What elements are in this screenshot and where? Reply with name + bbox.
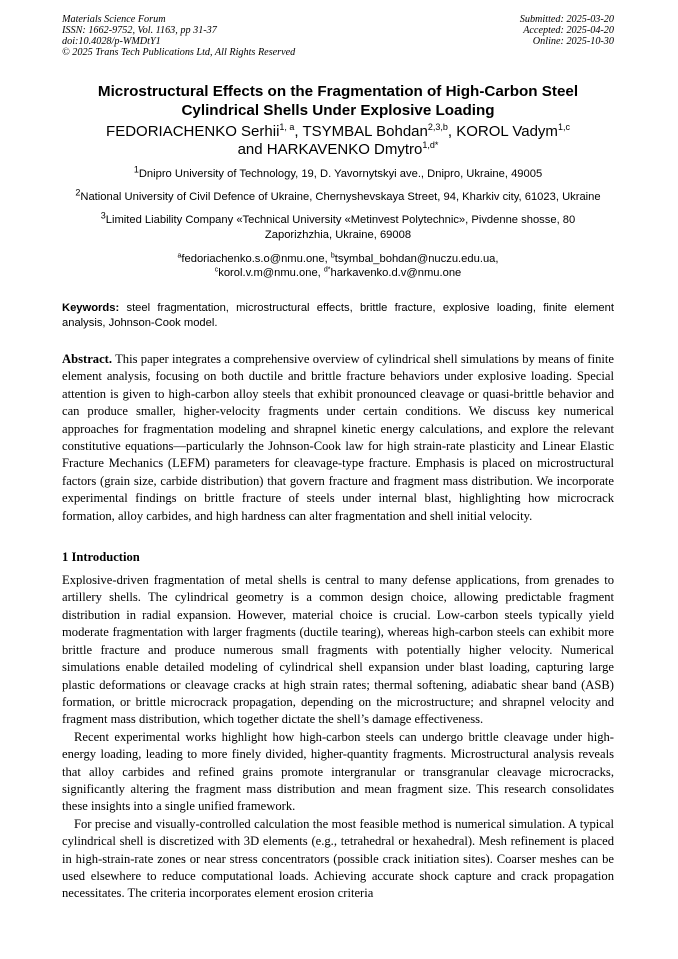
affiliation-text: National University of Civil Defence of Ukraine, Chernyshevskaya Street, 94, Kharkiv city, 61023, Ukraine <box>80 191 601 203</box>
author-superscript: 1, a <box>279 122 295 132</box>
affiliation-text: Limited Liability Company «Technical University «Metinvest Polytechnic», Pivdenne shosse, 80 Zaporizhzhia, Ukraine, 69008 <box>105 214 576 241</box>
title-line: Microstructural Effects on the Fragmentation of High-Carbon Steel <box>97 83 579 100</box>
author-name: FEDORIACHENKO Serhii <box>106 123 280 140</box>
email-link[interactable]: fedoriachenko.s.o@nmu.one, <box>181 253 331 265</box>
accepted-date: Accepted: 2025-04-20 <box>523 25 614 36</box>
keywords-text: steel fragmentation, microstructural effects, brittle fracture, explosive loading, finite element analysis, Johnson-Cook model. <box>62 302 614 329</box>
author-name: KOROL Vadym <box>456 123 558 140</box>
author-list: FEDORIACHENKO Serhii$^{1, a}$, TSYMBAL Bohdan$^{2,3,b}$, KOROL Vadym$^{1,c}$ and HARKAVENKO Dmytro$^{1,d*}$ <box>106 122 570 158</box>
paragraph: Recent experimental works highlight how high-carbon steels can undergo brittle cleavage under high-energy loading, leading to more finely divided, higher-quantity fragments. Microstructural analysis reveals that alloy carbides and refined grains promote intergranular or transgranular cleavage microcracks, significantly altering the fragment mass distribution and mean fragment size. This research consolidates these insights into a single unified framework. <box>62 729 614 814</box>
affiliation-number: 3 <box>100 210 106 221</box>
journal-name: Materials Science Forum <box>62 14 166 25</box>
affiliation <box>62 164 614 182</box>
affiliation <box>62 187 614 205</box>
keywords-label: Keywords: <box>62 302 120 314</box>
copyright: © 2025 Trans Tech Publications Ltd, All Rights Reserved <box>62 47 296 58</box>
author-emails: $^a$fedoriachenko.s.o@nmu.one, $^b$tsymbal_bohdan@nuczu.edu.ua, $^c$korol.v.m@nmu.one, $^{d*}$harkavenko.d.v@nmu.one <box>177 252 499 279</box>
paper-title <box>62 82 614 120</box>
author-name: TSYMBAL Bohdan <box>302 123 428 140</box>
author-superscript: 1,d* <box>422 140 439 150</box>
abstract-label: Abstract. <box>62 352 113 366</box>
paragraph: For precise and visually-controlled calculation the most feasible method is numerical simulation. A typical cylindrical shell is discretized with 3D elements (e.g., tetrahedral or hexahedral). Mesh refinement is placed in high-strain-rate zones or near stress concentrators (possible crack initiation sites). Coarser meshes can be used elsewhere to reduce computational loads. Achieving accurate shock capture and crack propagation necessitates. The criteria incorporates element erosion criteria <box>62 816 614 901</box>
paragraph: Explosive-driven fragmentation of metal shells is central to many defense applications, from grenades to artillery shells. The cylindrical geometry is a common design choice, allowing predictable fragment distribution in radial expansion. However, material choice is crucial. Low-carbon steels typically yield moderate fragmentation with larger fragments (ductile tearing), whereas high-carbon steels can exhibit more brittle fracture and produce numerous small fragments with potentially higher velocity. Numerical simulations enable detailed modeling of cylindrical shell expansion under blast loading, capturing large plastic deformations or cleavage cracks at high strain rates; thermal softening, adiabatic shear band (ASB) formation, or brittle microcrack propagation, depending on the microstructure; and shrapnel velocity and fragment mass distribution, which together dictate the shell’s damage effectiveness. <box>62 573 614 727</box>
issn: ISSN: 1662-9752, Vol. 1163, pp 31-37 <box>62 25 217 36</box>
email-link[interactable]: tsymbal_bohdan@nuczu.edu.ua, <box>334 253 499 265</box>
affiliation-number: 2 <box>75 187 81 198</box>
abstract <box>62 351 614 525</box>
online-date: Online: 2025-10-30 <box>532 36 614 47</box>
publication-info <box>62 14 295 58</box>
paper-page <box>62 14 614 903</box>
journal-header <box>62 14 614 64</box>
author-superscript: 2,3,b <box>427 122 448 132</box>
introduction-body <box>62 572 614 903</box>
submitted-date: Submitted: 2025-03-20 <box>519 14 614 25</box>
section-heading: 1 Introduction <box>62 550 140 565</box>
keywords <box>62 301 614 331</box>
affiliation-text: Dnipro University of Technology, 19, D. Yavornytskyi ave., Dnipro, Ukraine, 49005 <box>138 168 543 180</box>
author-name: and HARKAVENKO Dmytro <box>237 141 423 158</box>
title-line: Cylindrical Shells Under Explosive Loading <box>181 102 495 119</box>
doi: doi:10.4028/p-WMDtY1 <box>62 36 161 47</box>
publication-dates <box>520 14 614 47</box>
author-superscript: 1,c <box>557 122 570 132</box>
email-link[interactable]: korol.v.m@nmu.one, <box>218 267 324 279</box>
email-link[interactable]: harkavenko.d.v@nmu.one <box>330 267 462 279</box>
affiliation <box>62 210 614 243</box>
affiliation-number: 1 <box>133 164 139 175</box>
abstract-text: This paper integrates a comprehensive overview of cylindrical shell simulations by means of finite element analysis, focusing on both ductile and brittle fracture behaviors under explosive loading. Special attention is given to high-carbon alloy steels that exhibit pronounced cleavage or quasi-brittle behavior and can produce smaller, higher-velocity fragments under certain conditions. We discuss key numerical approaches for fragmentation modeling and shrapnel kinetic energy calculations, and explore the relevant constitutive equations—particularly the Johnson-Cook law for high strain-rate plasticity and Linear Elastic Fracture Mechanics (LEFM) parameters for cleavage-type fracture. Emphasis is placed on microstructural factors (grain size, carbide distribution) that govern fracture and fragment mass distribution. We incorporate experimental findings on brittle fracture of steels under internal blast, highlighting how microcrack formation, alloy carbides, and high hardness can alter fragmentation and shell initial velocity. <box>62 352 614 523</box>
